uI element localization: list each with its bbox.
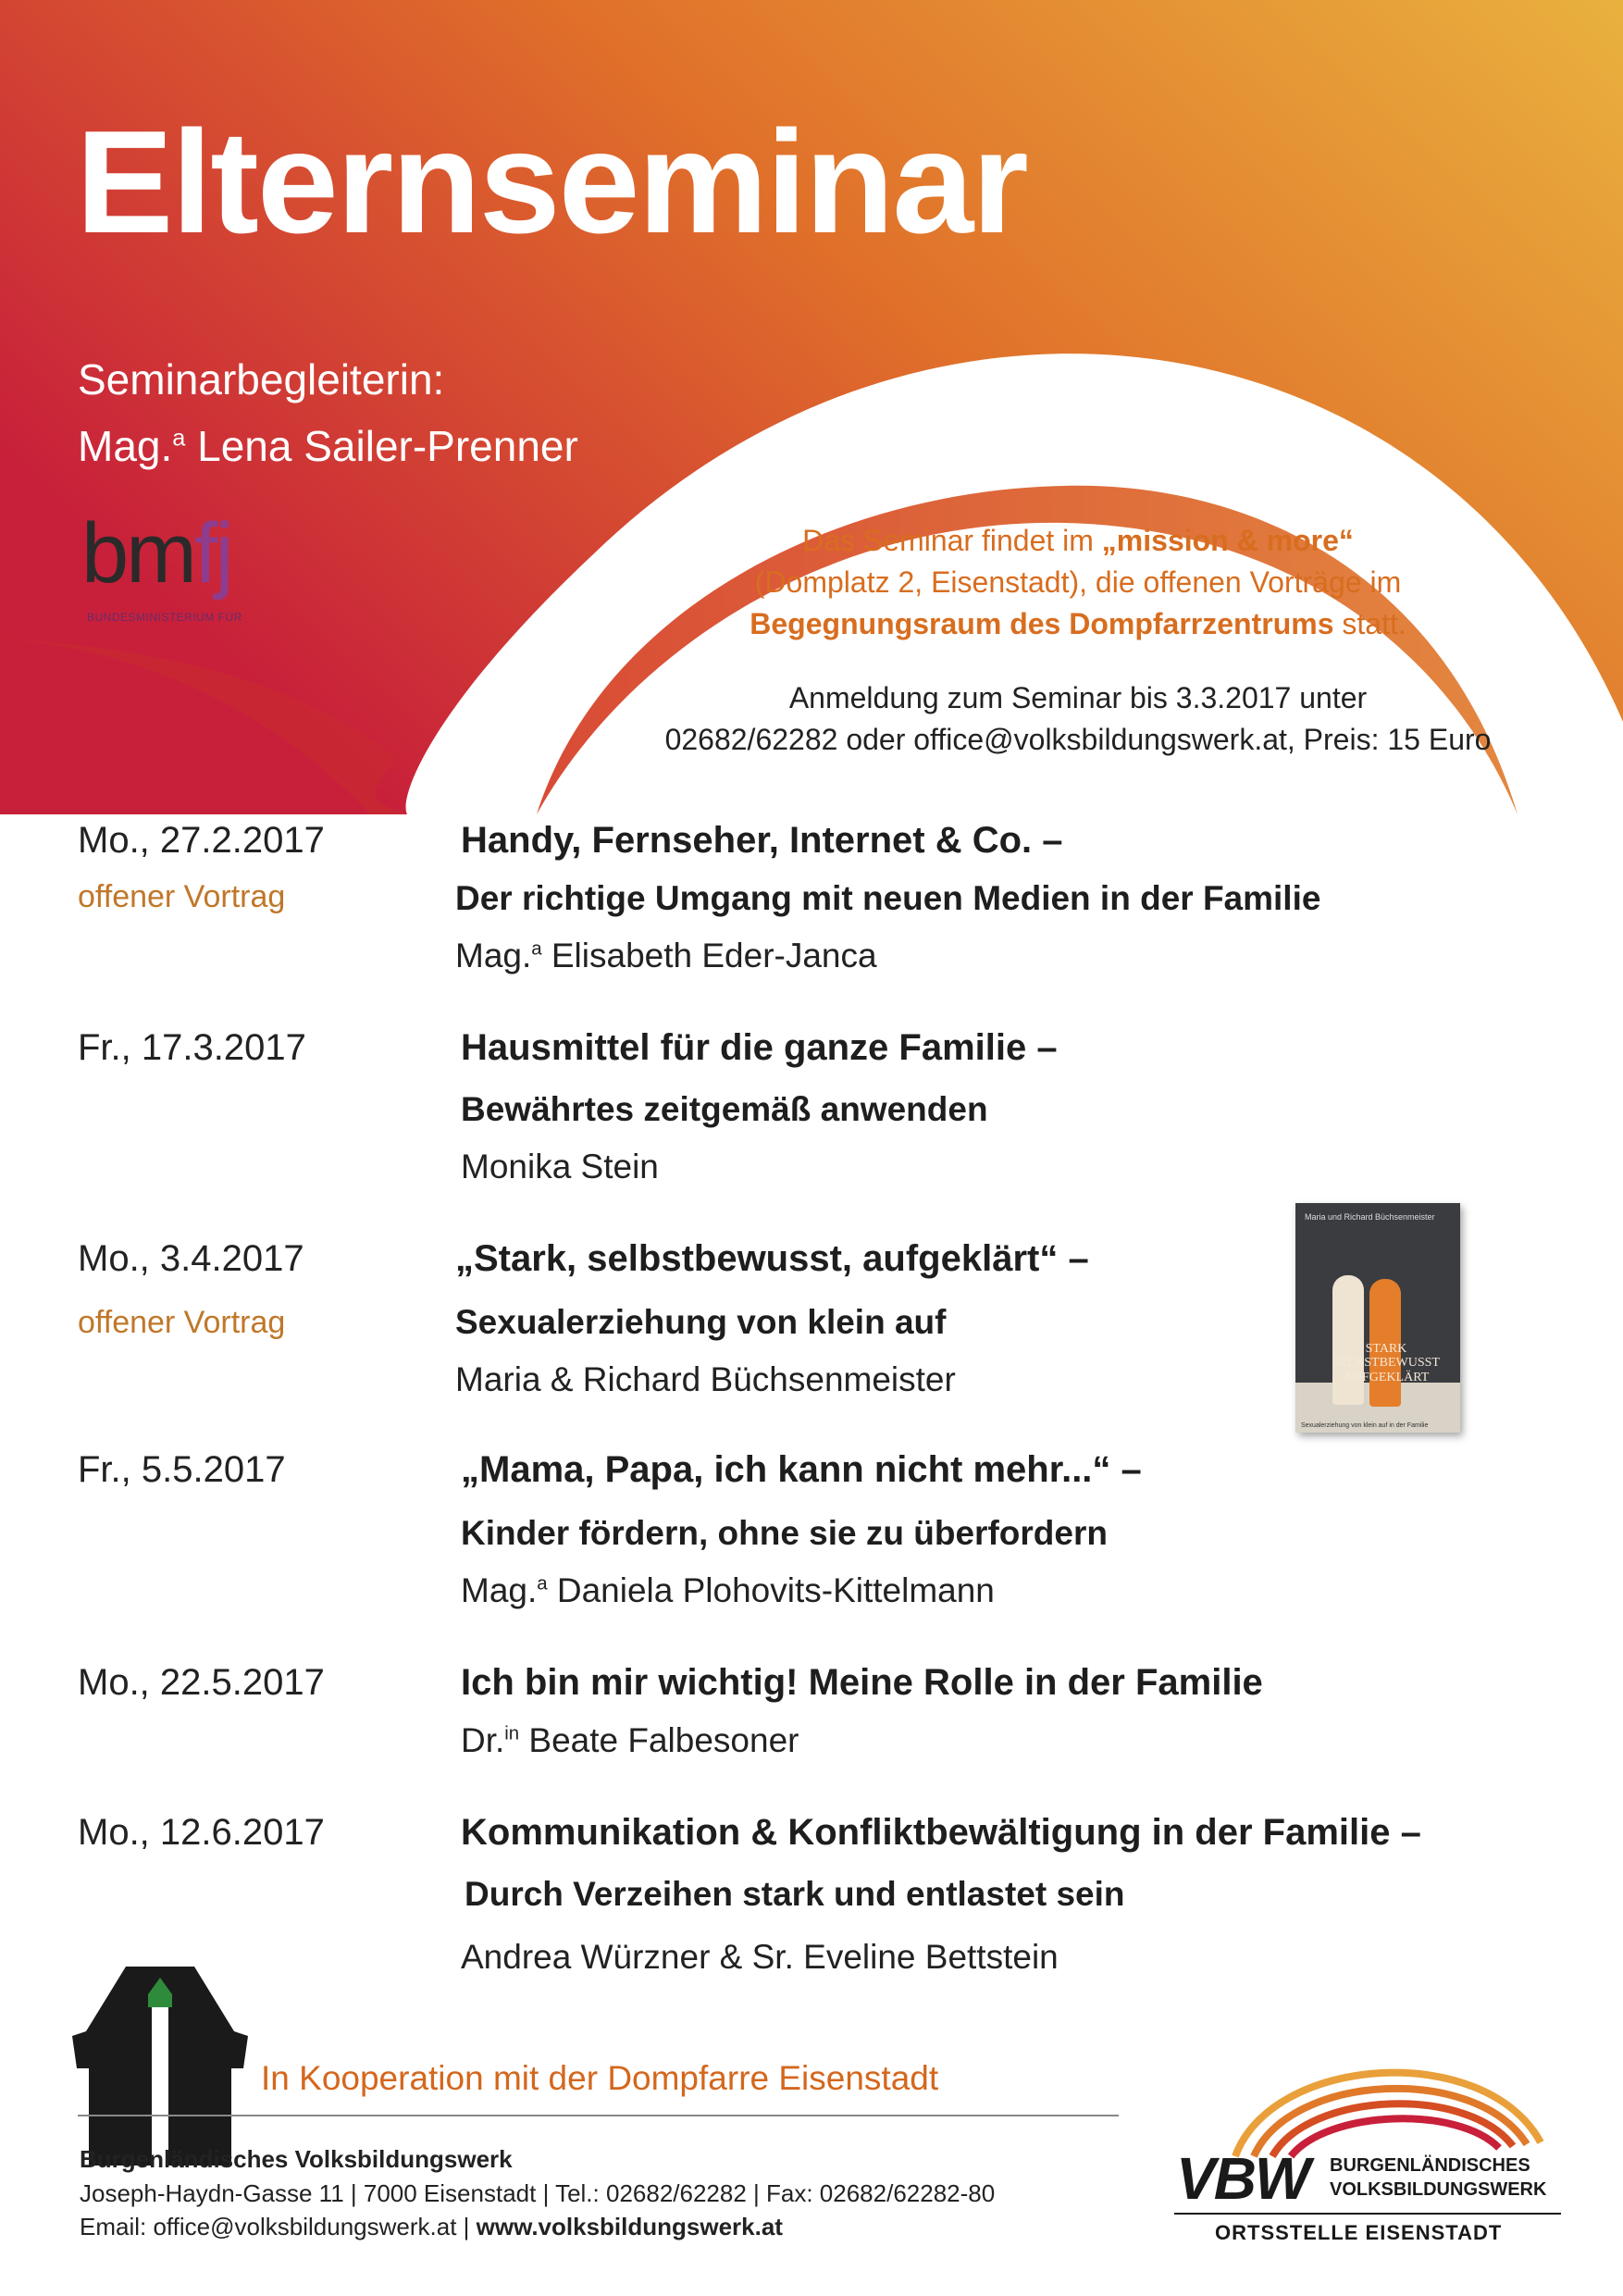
event-date: Mo., 3.4.2017 [78,1238,304,1279]
event-speaker: Monika Stein [461,1148,659,1185]
event-title: Ich bin mir wichtig! Meine Rolle in der Familie [461,1662,1263,1703]
event-speaker: Maria & Richard Büchsenmeister [455,1360,956,1398]
organization-address: Joseph-Haydn-Gasse 11 | 7000 Eisenstadt | Tel.: 02682/62282 | Fax: 02682/62282-80 [80,2179,996,2207]
event-speaker: Dr.$^{in}$ Beate Falbesoner [461,1721,799,1759]
event-subtitle: Bewährtes zeitgemäß anwenden [461,1090,988,1128]
event-tag: offener Vortrag [78,879,286,914]
event-date: Mo., 12.6.2017 [78,1812,325,1853]
vbw-logo: VBW BURGENLÄNDISCHES VOLKSBILDUNGSWERK ORTSSTELLE EISENSTADT [1171,2041,1568,2253]
organization-contact: Email: office@volksbildungswerk.at | www.volksbildungswerk.at [80,2213,783,2240]
event-title: Kommunikation & Konfliktbewältigung in der Familie – [461,1812,1421,1853]
event-subtitle: Sexualerziehung von klein auf [455,1303,947,1341]
registration-info: Anmeldung zum Seminar bis 3.3.2017 unter 02682/62282 oder office@volksbildungswerk.at, Preis: 15 Euro [664,681,1492,756]
event-title: Handy, Fernseher, Internet & Co. – [461,820,1063,861]
venue-info: Das Seminar findet im „mission & more“ (Domplatz 2, Eisenstadt), die offenen Vorträge im Begegnungsraum des Dompfarrzentrums statt. [750,524,1406,640]
event-subtitle: Kinder fördern, ohne sie zu überfordern [461,1514,1108,1552]
event-speaker: Andrea Würzner & Sr. Eveline Bettstein [461,1938,1059,1976]
book-cover-image: Maria und Richard Büchsenmeister STARK SELBSTBEWUSST AUFGEKLÄRT Sexualerziehung von klein auf in der Familie [1295,1203,1460,1433]
organization-name: Burgenländisches Volksbildungswerk [80,2145,513,2173]
event-subtitle: Durch Verzeihen stark und entlastet sein [465,1875,1125,1913]
website-link[interactable]: www.volksbildungswerk.at [476,2213,783,2240]
seminar-leader-label: Seminarbegleiterin: [78,355,445,403]
page-title: Elternseminar [76,101,1027,264]
event-title: Hausmittel für die ganze Familie – [461,1027,1058,1068]
event-date: Mo., 27.2.2017 [78,820,325,861]
event-title: „Stark, selbstbewusst, aufgeklärt“ – [455,1238,1089,1279]
seminar-leader-name: Mag.$^a$ Lena Sailer-Prenner [78,422,578,470]
cooperation-note: In Kooperation mit der Dompfarre Eisenstadt [261,2059,939,2097]
event-title: „Mama, Papa, ich kann nicht mehr...“ – [461,1449,1142,1490]
event-date: Fr., 17.3.2017 [78,1027,306,1068]
event-speaker: Mag.$^a$ Daniela Plohovits-Kittelmann [461,1571,995,1609]
event-subtitle: Der richtige Umgang mit neuen Medien in der Familie [455,879,1321,917]
dompfarre-church-logo [72,1967,248,2166]
bmfj-logo: bmfj BUNDESMINISTERIUM FÜR [81,506,242,624]
event-speaker: Mag.$^a$ Elisabeth Eder-Janca [455,937,877,974]
footer-divider [78,2115,1119,2116]
event-tag: offener Vortrag [78,1305,286,1340]
event-date: Fr., 5.5.2017 [78,1449,286,1490]
event-date: Mo., 22.5.2017 [78,1662,325,1703]
